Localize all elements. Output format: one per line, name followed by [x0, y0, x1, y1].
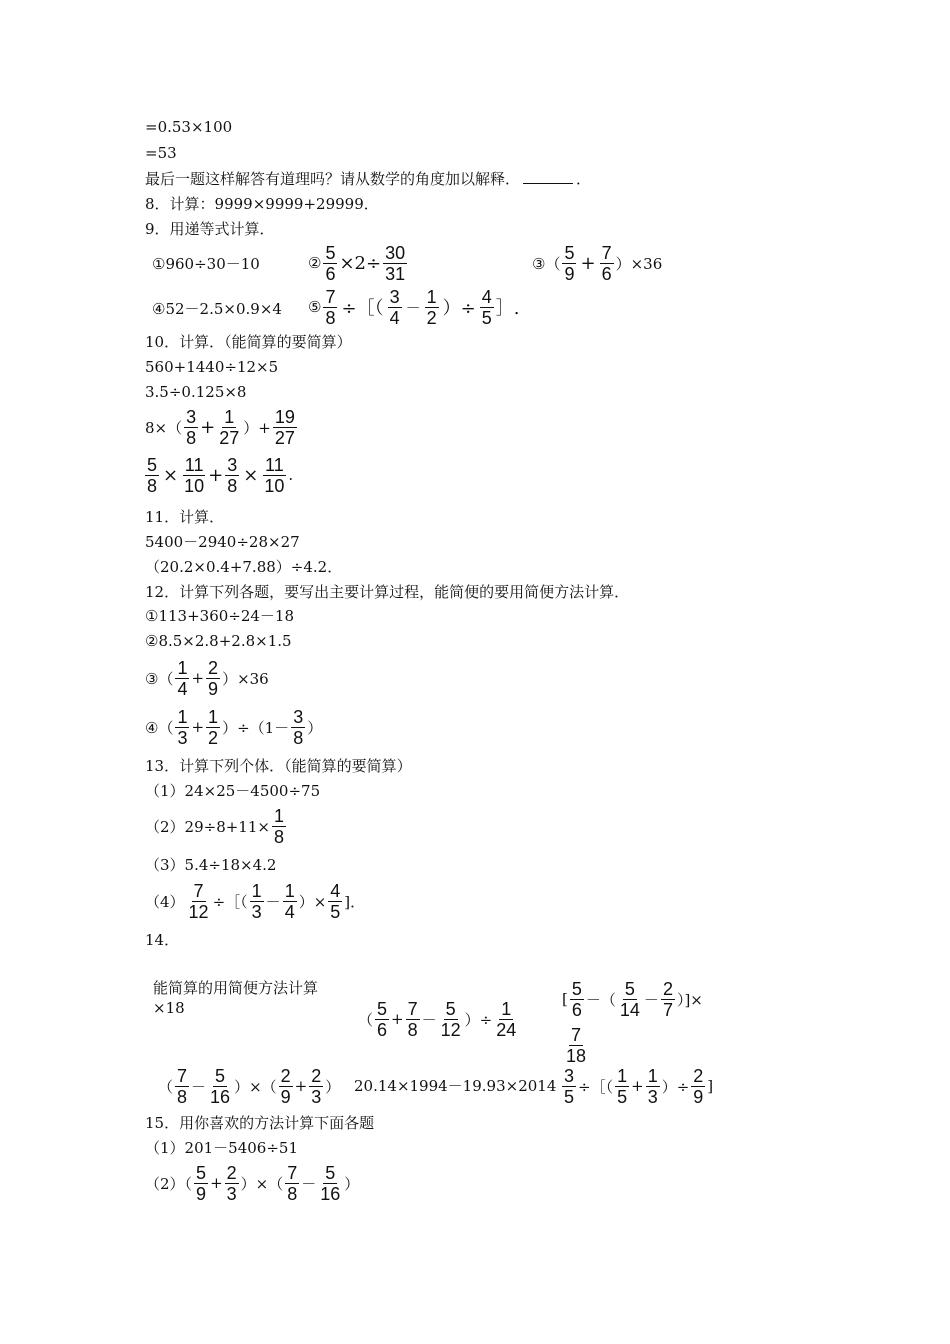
numerator: 5: [325, 1162, 336, 1183]
numerator: 2: [208, 657, 219, 678]
denominator: 8: [227, 475, 238, 496]
numerator: 2: [693, 1065, 704, 1086]
operator: ］.: [495, 298, 520, 319]
numerator: 4: [330, 880, 341, 901]
fraction: [494, 1000, 518, 1039]
q14-cell-3-tail: [562, 1022, 590, 1068]
denominator: 9: [196, 1183, 207, 1204]
operator: ×2÷: [339, 252, 382, 274]
q12-e4-label: ④（: [145, 718, 174, 737]
operator: +: [191, 669, 205, 687]
numerator: 1: [273, 805, 284, 826]
denominator: 3: [177, 727, 188, 748]
denominator: 16: [210, 1086, 231, 1107]
denominator: 8: [325, 307, 336, 328]
q14-c4-open: （: [158, 1077, 174, 1096]
fraction: [285, 1164, 299, 1203]
fraction: [318, 1164, 342, 1203]
operator: ）×（: [234, 1077, 277, 1096]
q9-expr-4-text: ④52－2.5×0.9×4: [152, 299, 282, 318]
fraction: [283, 882, 297, 921]
fraction: [250, 882, 264, 921]
numerator: 1: [647, 1065, 658, 1086]
numerator: 7: [287, 1162, 298, 1183]
numerator: 3: [227, 454, 238, 475]
operator: ）÷: [661, 1077, 690, 1096]
operator: +: [294, 1077, 308, 1095]
numerator: 7: [193, 880, 204, 901]
q14-cell-6: [560, 1063, 713, 1109]
q9-expr-2: [308, 241, 409, 285]
denominator: 3: [647, 1086, 658, 1107]
question-15-title: 15．用你喜欢的方法计算下面各题: [145, 1114, 375, 1132]
numerator: 2: [226, 1162, 237, 1183]
fraction: [175, 1067, 189, 1106]
fraction: [225, 456, 239, 495]
q12-expr-2: ②8.5×2.8+2.8×1.5: [145, 632, 292, 650]
q15-expr-1: （1）201－5406÷51: [145, 1139, 299, 1157]
fraction: [273, 408, 297, 447]
q11-expr-1: 5400－2940÷28×27: [145, 533, 300, 551]
q14-c1-text: 能简算的用简便方法计算: [153, 979, 319, 997]
numerator: 7: [325, 286, 336, 307]
denominator: 8: [287, 1183, 298, 1204]
denominator: 5: [481, 307, 492, 328]
q10-expr-1: 560+1440÷12×5: [145, 358, 279, 376]
q12-e4-end: ）: [307, 718, 323, 737]
question-14-title: 14．: [145, 931, 180, 949]
denominator: 4: [177, 678, 188, 699]
numerator: 5: [564, 242, 575, 263]
numerator: 11: [184, 454, 204, 475]
operator: +: [191, 718, 205, 736]
numerator: 5: [196, 1162, 207, 1183]
fraction: [262, 456, 286, 495]
denominator: 4: [389, 307, 400, 328]
numerator: 7: [407, 998, 418, 1019]
q9-e3-end: ）×36: [615, 254, 663, 273]
numerator: 7: [177, 1065, 188, 1086]
operator: .: [288, 466, 294, 484]
q13-e4-start: （4）: [145, 892, 185, 911]
fraction: [187, 882, 211, 921]
operator: －: [643, 990, 659, 1009]
denominator: 9: [693, 1086, 704, 1107]
denominator: 8: [407, 1019, 418, 1040]
fraction: [175, 659, 189, 698]
numerator: 1: [284, 880, 295, 901]
operator: －: [191, 1077, 207, 1096]
q14-c2-open: （: [358, 1010, 374, 1029]
fragment-line-1: =0.53×100: [145, 118, 233, 136]
fraction: [225, 1164, 239, 1203]
operator: +: [210, 1174, 223, 1192]
denominator: 6: [325, 263, 336, 284]
q15-expr-2: [145, 1160, 359, 1206]
fragment-line-2: =53: [145, 144, 177, 162]
fraction: [564, 1026, 588, 1065]
numerator: 1: [177, 657, 188, 678]
operator: +: [580, 252, 596, 274]
q10-e3-start: 8×（: [145, 418, 183, 437]
numerator: 5: [215, 1065, 226, 1086]
operator: －: [405, 298, 421, 317]
operator: ×: [163, 464, 179, 486]
fragment-question-text: 最后一题这样解答有道理吗？请从数学的角度加以解释．: [145, 170, 521, 188]
numerator: 3: [564, 1065, 575, 1086]
denominator: 2: [208, 727, 219, 748]
fraction: [206, 708, 220, 747]
fraction: [375, 1000, 389, 1039]
numerator: 7: [601, 242, 612, 263]
q9-expr-1: [152, 243, 260, 283]
numerator: 1: [501, 998, 512, 1019]
q13-expr-4: [145, 878, 365, 924]
q15-e2-label: （2）（: [145, 1174, 193, 1193]
denominator: 3: [311, 1086, 322, 1107]
q12-expr-3: [145, 655, 269, 701]
q13-expr-2: [145, 803, 288, 849]
denominator: 8: [273, 826, 284, 847]
fraction: [323, 288, 337, 327]
numerator: 1: [224, 406, 235, 427]
q14-cell-4: [158, 1063, 340, 1109]
operator: ÷［（: [341, 298, 384, 319]
fraction: [383, 244, 407, 283]
fraction: [272, 807, 286, 846]
denominator: 2: [426, 307, 437, 328]
numerator: 5: [571, 978, 582, 999]
denominator: 8: [186, 427, 197, 448]
question-9-title: 9．用递等式计算．: [145, 220, 275, 238]
numerator: 5: [445, 998, 456, 1019]
question-11-title: 11．计算．: [145, 508, 225, 526]
denominator: 12: [440, 1019, 461, 1040]
q12-e3-label: ③（: [145, 669, 174, 688]
q14-c1-x18: ×18: [153, 999, 185, 1017]
q13-expr-1: （1）24×25－4500÷75: [145, 782, 321, 800]
operator: ÷［（: [578, 1077, 614, 1096]
denominator: 5: [564, 1086, 575, 1107]
denominator: 8: [177, 1086, 188, 1107]
operator: +: [208, 464, 224, 486]
denominator: 31: [385, 263, 406, 284]
fraction: [439, 1000, 463, 1039]
operator: ）÷: [442, 298, 476, 319]
q10-expr-3: [145, 404, 299, 450]
q13-e2-start: （2）29÷8+11×: [145, 817, 270, 836]
operator: ）÷: [464, 1010, 493, 1029]
fraction: [145, 456, 159, 495]
numerator: 1: [426, 286, 437, 307]
q14-c3-end: ）]×: [676, 990, 703, 1009]
fraction: [425, 288, 439, 327]
denominator: 18: [566, 1045, 587, 1066]
denominator: 9: [208, 678, 219, 699]
operator: +: [631, 1077, 644, 1095]
fraction: [328, 882, 342, 921]
operator: +: [391, 1010, 404, 1028]
operator: －（: [585, 990, 616, 1009]
numerator: 2: [662, 978, 673, 999]
fraction: [691, 1067, 705, 1106]
denominator: 6: [571, 999, 582, 1020]
fraction: [661, 980, 675, 1019]
operator: ×: [243, 464, 259, 486]
denominator: 4: [284, 901, 295, 922]
numerator: 7: [571, 1024, 582, 1045]
numerator: 4: [481, 286, 492, 307]
denominator: 6: [377, 1019, 388, 1040]
question-13-title: 13．计算下列个体．（能简算的要简算）: [145, 757, 412, 775]
q9-e3-label: ③（: [532, 254, 561, 273]
q10-expr-4: [143, 452, 293, 498]
numerator: 3: [389, 286, 400, 307]
numerator: 3: [293, 706, 304, 727]
denominator: 10: [184, 475, 205, 496]
denominator: 9: [564, 263, 575, 284]
answer-blank: [523, 170, 573, 184]
q14-cell-5: 20.14×1994－19.93×2014: [354, 1077, 557, 1095]
q9-e2-label: ②: [308, 254, 322, 272]
fraction: [646, 1067, 660, 1106]
q12-e3-end: ）×36: [222, 669, 269, 688]
operator: －: [421, 1010, 437, 1029]
q14-cell-2: [358, 996, 520, 1042]
denominator: 6: [601, 263, 612, 284]
denominator: 9: [280, 1086, 291, 1107]
denominator: 8: [293, 727, 304, 748]
operator: －: [265, 892, 281, 911]
fraction: [182, 456, 206, 495]
operator: ）×（: [240, 1174, 284, 1193]
q13-expr-3: （3）5.4÷18×4.2: [145, 856, 277, 874]
fragment-question-end: ．: [576, 170, 592, 188]
q14-c3-open: [: [562, 990, 568, 1008]
fraction: [208, 1067, 232, 1106]
denominator: 12: [188, 901, 209, 922]
numerator: 30: [385, 242, 406, 263]
fraction: [570, 980, 584, 1019]
denominator: 16: [320, 1183, 341, 1204]
fraction: [184, 408, 198, 447]
denominator: 7: [662, 999, 673, 1020]
denominator: 5: [330, 901, 341, 922]
numerator: 5: [624, 978, 635, 999]
operator: ]: [707, 1077, 714, 1095]
q14-c4-end: ）: [325, 1077, 341, 1096]
operator: ）×: [298, 892, 327, 911]
q14-cell-1: [153, 978, 333, 1018]
q10-e3-mid: ）+: [243, 418, 271, 437]
q11-expr-2: （20.2×0.4+7.88）÷4.2．: [145, 558, 343, 576]
q12-expr-1: ①113+360÷24－18: [145, 607, 295, 625]
fraction: [600, 244, 614, 283]
fraction: [615, 1067, 629, 1106]
fraction: [388, 288, 402, 327]
q15-e2-end: ）: [344, 1174, 360, 1193]
question-8: 8．计算：9999×9999+29999．: [145, 195, 379, 213]
q12-e4-mid: ）÷（1－: [222, 718, 290, 737]
fraction: [217, 408, 241, 447]
numerator: 1: [208, 706, 219, 727]
fraction: [194, 1164, 208, 1203]
q10-expr-2: 3.5÷0.125×8: [145, 383, 247, 401]
denominator: 3: [251, 901, 262, 922]
numerator: 5: [325, 242, 336, 263]
denominator: 14: [619, 999, 640, 1020]
denominator: 3: [226, 1183, 237, 1204]
q9-expr-5: [308, 285, 519, 329]
q14-cell-3: [562, 976, 703, 1022]
fraction: [175, 708, 189, 747]
denominator: 5: [617, 1086, 628, 1107]
numerator: 2: [280, 1065, 291, 1086]
q9-e5-label: ⑤: [308, 298, 322, 316]
numerator: 19: [274, 406, 295, 427]
denominator: 27: [274, 427, 295, 448]
operator: +: [200, 416, 216, 438]
numerator: 1: [177, 706, 188, 727]
operator: －: [301, 1174, 317, 1193]
fraction: [323, 244, 337, 283]
q9-expr-4: [152, 287, 282, 329]
numerator: 1: [251, 880, 262, 901]
question-10-title: 10．计算．（能简算的要简算）: [145, 333, 352, 351]
numerator: 5: [147, 454, 158, 475]
denominator: 24: [496, 1019, 517, 1040]
q9-expr-3: [532, 241, 662, 285]
fraction: [206, 659, 220, 698]
denominator: 10: [264, 475, 285, 496]
numerator: 2: [311, 1065, 322, 1086]
q12-expr-4: [145, 704, 322, 750]
operator: ÷［（: [212, 892, 248, 911]
fraction: [309, 1067, 323, 1106]
numerator: 1: [617, 1065, 628, 1086]
question-12-title: 12．计算下列各题，要写出主要计算过程，能简便的要用简便方法计算．: [145, 583, 630, 601]
denominator: 8: [147, 475, 158, 496]
q9-expr-1-text: ①960÷30－10: [152, 254, 260, 273]
fraction: [562, 244, 576, 283]
numerator: 3: [186, 406, 197, 427]
fraction: [279, 1067, 293, 1106]
fraction: [618, 980, 642, 1019]
fraction: [480, 288, 494, 327]
fraction: [406, 1000, 420, 1039]
fraction: [562, 1067, 576, 1106]
denominator: 27: [219, 427, 240, 448]
numerator: 5: [377, 998, 388, 1019]
numerator: 11: [265, 454, 284, 475]
operator: ]．: [344, 892, 366, 911]
fragment-question: [145, 169, 591, 189]
fraction: [291, 708, 305, 747]
